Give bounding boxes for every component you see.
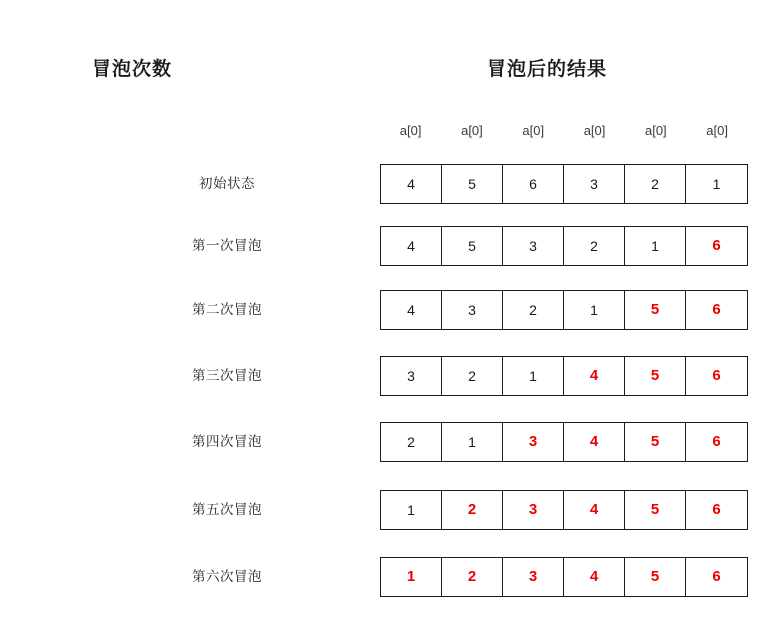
table-row <box>0 422 779 462</box>
column-label: a[0] <box>706 123 728 138</box>
array-cell: 1 <box>564 291 625 329</box>
array-cell: 5 <box>442 227 503 265</box>
table-row <box>0 356 779 396</box>
array-cells <box>380 422 748 462</box>
heading-pass-count: 冒泡次数 <box>92 59 173 80</box>
array-cell: 3 <box>503 423 564 461</box>
table-row <box>0 164 779 204</box>
array-cell: 4 <box>381 227 442 265</box>
array-cell: 1 <box>442 423 503 461</box>
array-cell: 6 <box>712 367 721 384</box>
array-cell: 1 <box>712 176 721 192</box>
array-cell: 6 <box>712 433 721 450</box>
row-label: 第四次冒泡 <box>192 434 262 449</box>
array-cell: 5 <box>625 423 686 461</box>
row-label: 第六次冒泡 <box>192 569 262 584</box>
row-label: 第五次冒泡 <box>192 502 262 517</box>
table-row <box>0 490 779 530</box>
table-row <box>0 557 779 597</box>
column-label: a[0] <box>644 123 667 138</box>
array-cells <box>380 356 748 396</box>
table-row <box>0 290 779 330</box>
array-cell: 1 <box>503 357 564 395</box>
column-label: a[0] <box>583 123 606 138</box>
array-cell: 2 <box>625 165 686 203</box>
array-cells <box>380 290 748 330</box>
array-cell: 4 <box>381 165 442 203</box>
array-cell: 3 <box>503 558 564 596</box>
array-cell: 5 <box>625 491 686 529</box>
array-cell: 4 <box>564 558 625 596</box>
array-cell: 6 <box>503 165 564 203</box>
array-cell: 3 <box>503 227 564 265</box>
array-cells <box>380 164 748 204</box>
array-cell: 2 <box>564 227 625 265</box>
array-cell: 3 <box>442 291 503 329</box>
array-cell: 2 <box>503 291 564 329</box>
array-cells <box>380 557 748 597</box>
array-cell: 1 <box>381 558 442 596</box>
column-label: a[0] <box>461 123 483 138</box>
array-cell: 3 <box>564 165 625 203</box>
row-label: 初始状态 <box>199 176 255 191</box>
array-cell: 4 <box>381 291 442 329</box>
column-index-labels <box>380 123 748 138</box>
array-cell: 5 <box>625 357 686 395</box>
array-cells <box>380 226 748 266</box>
column-label: a[0] <box>522 123 545 138</box>
array-cell: 1 <box>625 227 686 265</box>
array-cell: 4 <box>564 491 625 529</box>
array-cell: 5 <box>625 558 686 596</box>
heading-result: 冒泡后的结果 <box>487 59 608 80</box>
array-cell: 2 <box>381 423 442 461</box>
row-label: 第二次冒泡 <box>192 302 262 317</box>
array-cell: 2 <box>442 491 503 529</box>
array-cell: 5 <box>625 291 686 329</box>
row-label: 第一次冒泡 <box>192 238 262 253</box>
array-cell: 1 <box>381 491 442 529</box>
array-cell: 6 <box>712 237 721 254</box>
array-cell: 6 <box>712 501 721 518</box>
array-cell: 2 <box>442 357 503 395</box>
column-label: a[0] <box>399 123 422 138</box>
array-cell: 3 <box>503 491 564 529</box>
array-cell: 4 <box>564 357 625 395</box>
array-cell: 6 <box>712 301 721 318</box>
array-cells <box>380 490 748 530</box>
table-row <box>0 226 779 266</box>
array-cell: 6 <box>712 568 721 585</box>
array-cell: 3 <box>381 357 442 395</box>
row-label: 第三次冒泡 <box>192 368 262 383</box>
array-cell: 2 <box>442 558 503 596</box>
array-cell: 5 <box>442 165 503 203</box>
array-cell: 4 <box>564 423 625 461</box>
